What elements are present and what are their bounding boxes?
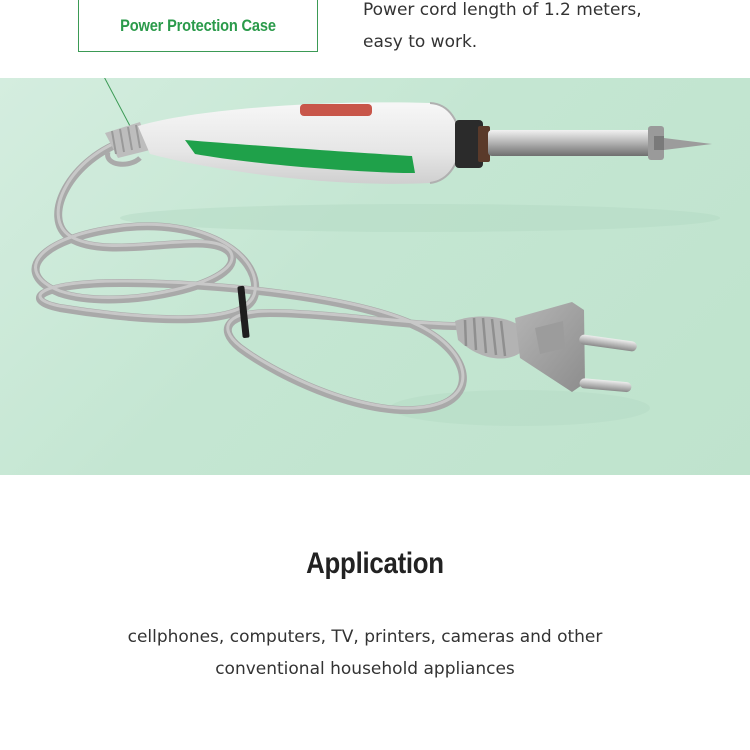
- plug-pins: [579, 334, 638, 392]
- application-section: [0, 475, 750, 750]
- application-line-1: cellphones, computers, TV, printers, cameras and other: [127, 627, 603, 647]
- iron-tip: [664, 138, 712, 150]
- callout-leader-line: [92, 78, 130, 126]
- feature-line-1: Power cord length of 1.2 meters,: [363, 0, 642, 20]
- feature-description: [363, 0, 743, 58]
- feature-line-2: easy to work.: [363, 32, 478, 52]
- power-plug: [455, 302, 585, 392]
- iron-barrel: [488, 126, 664, 160]
- top-section: [0, 0, 750, 78]
- product-photo: [0, 78, 750, 475]
- application-title: Application: [306, 547, 444, 580]
- iron-collar: [455, 120, 490, 168]
- soldering-iron-illustration: [0, 78, 750, 475]
- application-description: [95, 621, 635, 685]
- application-line-2: conventional household appliances: [215, 659, 515, 679]
- callout-label: Power Protection Case: [120, 16, 276, 35]
- callout-box: [78, 0, 318, 52]
- iron-handle: [138, 102, 460, 183]
- power-switch: [300, 104, 372, 116]
